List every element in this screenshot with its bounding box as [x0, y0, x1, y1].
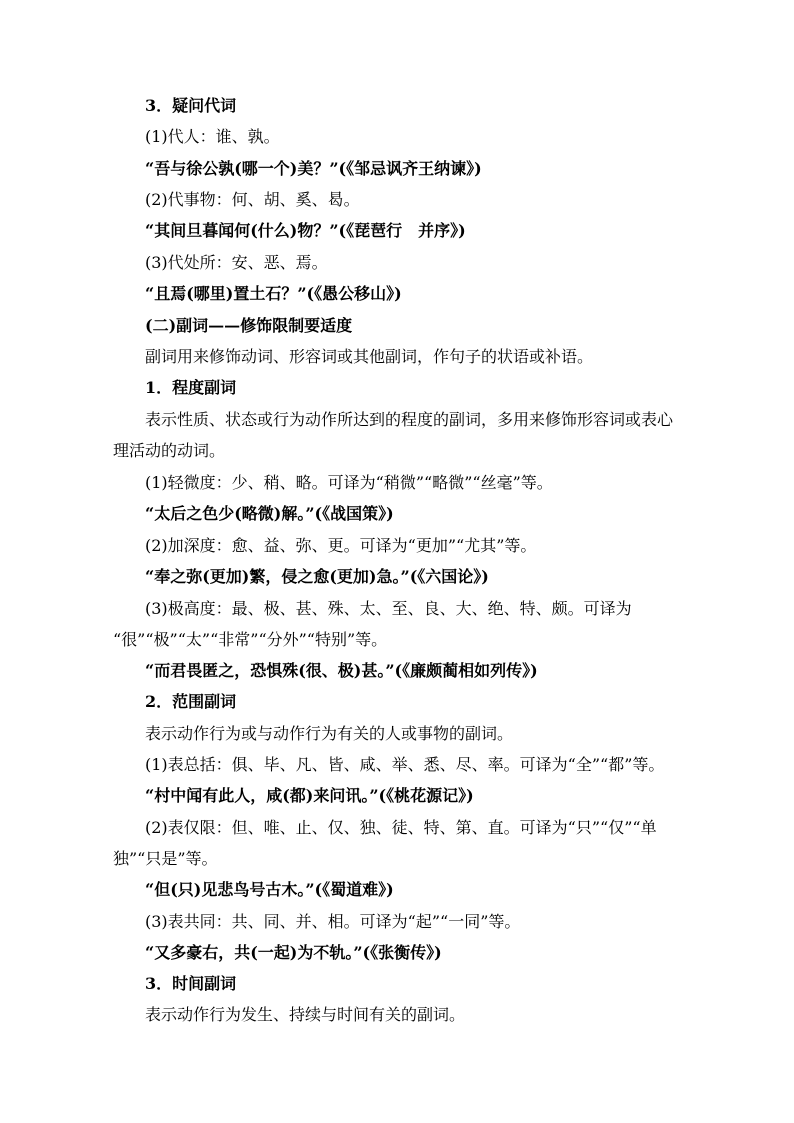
paragraph-line: (2)表仅限：但、唯、止、仅、独、徒、特、第、直。可译为“只”“仅”“单	[145, 818, 657, 837]
example-quote: “吾与徐公孰(哪一个)美？”(《邹忌讽齐王纳谏》)	[145, 159, 482, 178]
example-quote: “其间旦暮闻何(什么)物？”(《琵琶行 并序》)	[145, 221, 466, 240]
section-heading-adverbs: (二)副词——修饰限制要适度	[145, 316, 353, 335]
example-quote: “太后之色少(略微)解。”(《战国策》)	[145, 504, 394, 523]
heading-interrogative-pronouns: 3．疑问代词	[145, 96, 237, 115]
paragraph-line: 副词用来修饰动词、形容词或其他副词，作句子的状语或补语。	[145, 347, 594, 366]
paragraph-line: (2)加深度：愈、益、弥、更。可译为“更加”“尤其”等。	[145, 536, 537, 555]
paragraph-line: 表示动作行为或与动作行为有关的人或事物的副词。	[145, 724, 514, 743]
paragraph-line: (2)代事物：何、胡、奚、曷。	[145, 190, 360, 209]
example-quote: “奉之弥(更加)繁，侵之愈(更加)急。”(《六国论》)	[145, 567, 489, 586]
example-quote: “又多豪右，共(一起)为不轨。”(《张衡传》)	[145, 943, 442, 962]
paragraph-line: 表示动作行为发生、持续与时间有关的副词。	[145, 1005, 466, 1024]
heading-degree-adverbs: 1．程度副词	[145, 378, 237, 397]
paragraph-line: (3)极高度：最、极、甚、殊、太、至、良、大、绝、特、颇。可译为	[145, 599, 632, 618]
example-quote: “村中闻有此人，咸(都)来问讯。”(《桃花源记》)	[145, 786, 474, 805]
paragraph-line: (1)代人：谁、孰。	[145, 127, 280, 146]
paragraph-line: (3)代处所：安、恶、焉。	[145, 253, 328, 272]
example-quote: “且焉(哪里)置土石？”(《愚公移山》)	[145, 284, 402, 303]
example-quote: “而君畏匿之，恐惧殊(很、极)甚。”(《廉颇蔺相如列传》)	[145, 661, 538, 680]
paragraph-line: 理活动的动词。	[113, 441, 226, 460]
paragraph-line: (1)轻微度：少、稍、略。可译为“稍微”“略微”“丝毫”等。	[145, 473, 553, 492]
heading-time-adverbs: 3．时间副词	[145, 974, 237, 993]
paragraph-line: (1)表总括：俱、毕、凡、皆、咸、举、悉、尽、率。可译为“全”“都”等。	[145, 755, 665, 774]
paragraph-line: (3)表共同：共、同、并、相。可译为“起”“一同”等。	[145, 912, 521, 931]
example-quote: “但(只)见悲鸟号古木。”(《蜀道难》)	[145, 880, 394, 899]
paragraph-line: 独”“只是”等。	[113, 849, 218, 868]
paragraph-line: 表示性质、状态或行为动作所达到的程度的副词，多用来修饰形容词或表心	[145, 410, 674, 429]
heading-scope-adverbs: 2．范围副词	[145, 692, 237, 711]
paragraph-line: “很”“极”“太”“非常”“分外”“特别”等。	[113, 630, 388, 649]
